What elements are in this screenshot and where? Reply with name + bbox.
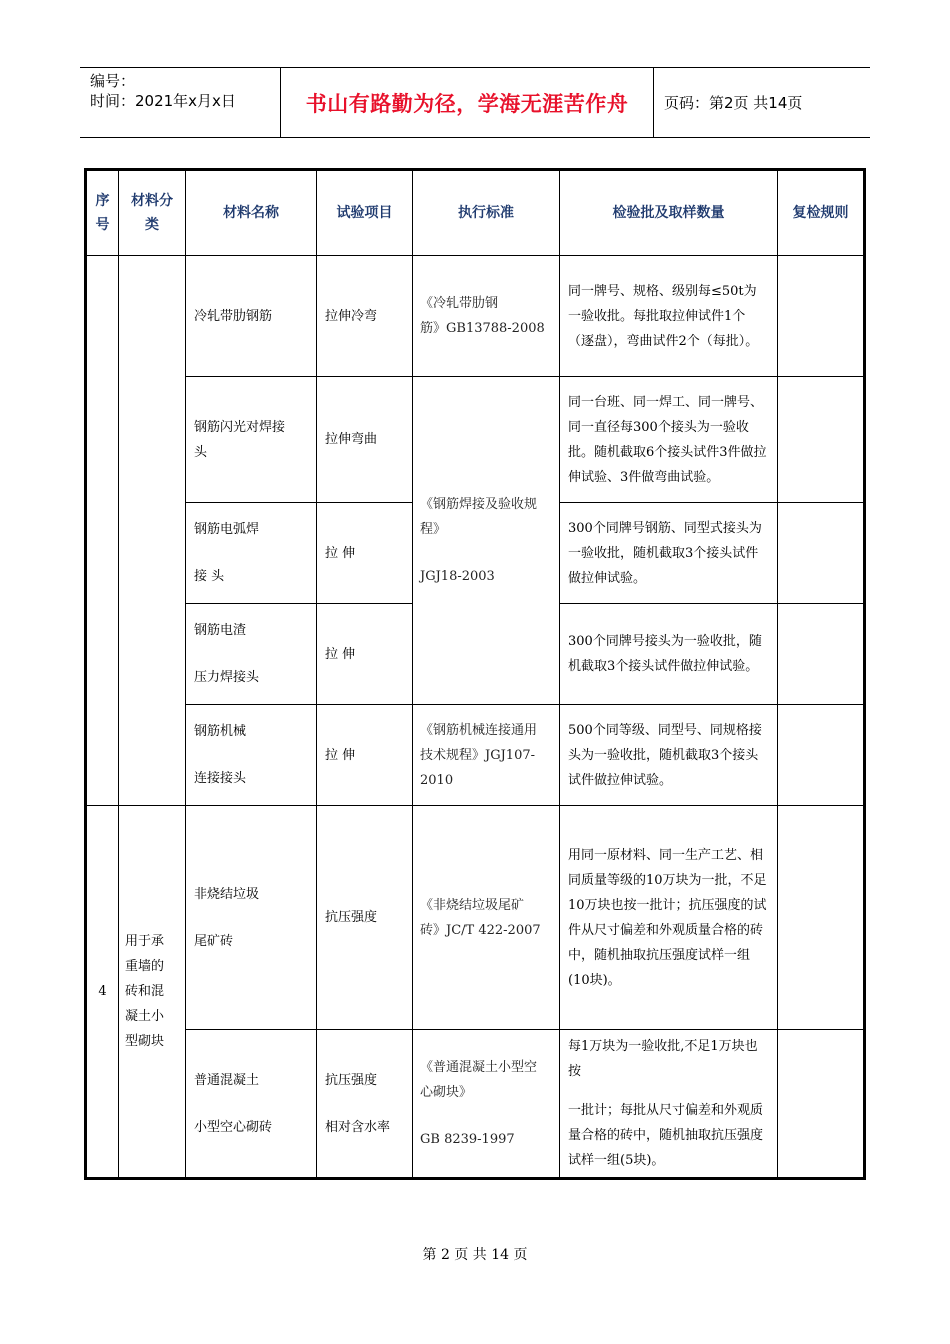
table-row bbox=[87, 705, 864, 806]
material-name: 冷轧带肋钢筋 bbox=[186, 256, 317, 377]
standard: 《非烧结垃圾尾矿 砖》JC/T 422-2007 bbox=[413, 806, 560, 1030]
recheck-rule bbox=[778, 1030, 864, 1178]
col-header-lot: 检验批及取样数量 bbox=[560, 171, 778, 256]
material-test-table bbox=[84, 168, 866, 1180]
table-row bbox=[87, 1030, 864, 1178]
test-item: 拉 伸 bbox=[317, 503, 413, 604]
lot-and-sampling: 300个同牌号接头为一验收批，随机截取3个接头试件做拉伸试验。 bbox=[560, 604, 778, 705]
seq-cell-empty bbox=[87, 256, 119, 806]
table-header-row bbox=[87, 171, 864, 256]
header-motto: 书山有路勤为径，学海无涯苦作舟 bbox=[281, 68, 654, 137]
page-footer: 第 2 页 共 14 页 bbox=[422, 1247, 528, 1263]
page-header bbox=[80, 67, 870, 138]
material-name: 普通混凝土 小型空心砌砖 bbox=[186, 1030, 317, 1178]
header-meta bbox=[80, 68, 281, 137]
lot-and-sampling: 300个同牌号钢筋、同型式接头为一验收批，随机截取3个接头试件做拉伸试验。 bbox=[560, 503, 778, 604]
table-row bbox=[87, 806, 864, 1030]
recheck-rule bbox=[778, 806, 864, 1030]
material-name: 钢筋电渣 压力焊接头 bbox=[186, 604, 317, 705]
lot-and-sampling: 每1万块为一验收批,不足1万块也按 一批计；每批从尺寸偏差和外观质量合格的砖中，随机抽取抗压强度试样一组(5块)。 bbox=[560, 1030, 778, 1178]
recheck-rule bbox=[778, 377, 864, 503]
test-item: 拉 伸 bbox=[317, 705, 413, 806]
standard: 《钢筋机械连接通用 技术规程》JGJ107- 2010 bbox=[413, 705, 560, 806]
lot-and-sampling: 500个同等级、同型号、同规格接头为一验收批，随机截取3个接头试件做拉伸试验。 bbox=[560, 705, 778, 806]
material-name: 钢筋机械 连接接头 bbox=[186, 705, 317, 806]
lot-and-sampling: 同一台班、同一焊工、同一牌号、同一直径每300个接头为一验收批。随机截取6个接头试件3件做拉伸试验、3件做弯曲试验。 bbox=[560, 377, 778, 503]
table-row bbox=[87, 377, 864, 503]
material-name: 钢筋电弧焊 接 头 bbox=[186, 503, 317, 604]
col-header-recheck: 复检规则 bbox=[778, 171, 864, 256]
doc-time: 时间：2021年x月x日 bbox=[90, 92, 236, 110]
col-header-name: 材料名称 bbox=[186, 171, 317, 256]
seq-number: 4 bbox=[87, 806, 119, 1178]
test-item: 拉 伸 bbox=[317, 604, 413, 705]
test-item: 抗压强度 bbox=[317, 806, 413, 1030]
col-header-category: 材料分 类 bbox=[119, 171, 186, 256]
test-item: 抗压强度 相对含水率 bbox=[317, 1030, 413, 1178]
recheck-rule bbox=[778, 705, 864, 806]
col-header-test: 试验项目 bbox=[317, 171, 413, 256]
doc-number-label: 编号： bbox=[90, 72, 136, 90]
category-cell-empty bbox=[119, 256, 186, 806]
recheck-rule bbox=[778, 604, 864, 705]
material-name: 钢筋闪光对焊接 头 bbox=[186, 377, 317, 503]
standard: 《普通混凝土小型空 心砌块》 GB 8239-1997 bbox=[413, 1030, 560, 1178]
col-header-standard: 执行标准 bbox=[413, 171, 560, 256]
recheck-rule bbox=[778, 503, 864, 604]
material-category: 用于承 重墙的 砖和混 凝土小 型砌块 bbox=[119, 806, 186, 1178]
lot-and-sampling: 同一牌号、规格、级别每≤50t为一验收批。每批取拉伸试件1个（逐盘），弯曲试件2个（每批）。 bbox=[560, 256, 778, 377]
standard-welding: 《钢筋焊接及验收规 程》 JGJ18-2003 bbox=[413, 377, 560, 705]
header-page-code: 页码：第2页 共14页 bbox=[664, 94, 803, 112]
table-row bbox=[87, 256, 864, 377]
material-name: 非烧结垃圾 尾矿砖 bbox=[186, 806, 317, 1030]
test-item: 拉伸冷弯 bbox=[317, 256, 413, 377]
lot-and-sampling: 用同一原材料、同一生产工艺、相同质量等级的10万块为一批，不足10万块也按一批计；抗压强度的试件从尺寸偏差和外观质量合格的砖中，随机抽取抗压强度试样一组(10块)。 bbox=[560, 806, 778, 1030]
recheck-rule bbox=[778, 256, 864, 377]
test-item: 拉伸弯曲 bbox=[317, 377, 413, 503]
standard: 《冷轧带肋钢 筋》GB13788-2008 bbox=[413, 256, 560, 377]
col-header-seq: 序 号 bbox=[87, 171, 119, 256]
